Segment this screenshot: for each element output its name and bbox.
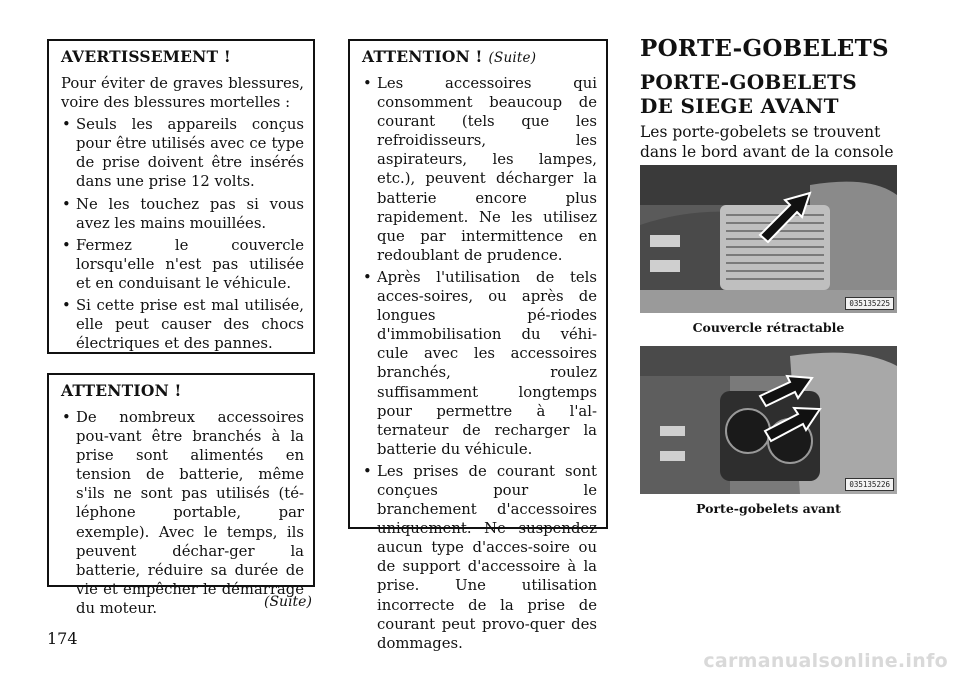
continued-label: (Suite): [264, 594, 312, 610]
console-photo-2: [640, 346, 897, 494]
figure-code: 035135225: [845, 297, 894, 310]
figure-code: 035135226: [845, 478, 894, 491]
caution-continued-box: [348, 39, 608, 652]
figure-front-cupholders: [640, 346, 897, 494]
warning-list: [61, 115, 304, 353]
warning-box: [47, 39, 315, 354]
figure-retractable-cover: [640, 165, 897, 313]
section-subheading: PORTE-GOBELETS DE SIEGE AVANT: [640, 70, 858, 118]
console-photo-1: [640, 165, 897, 313]
list-item: • Après l'utilisation de tels acces-soires, ou après de longues pé-riodes d'immobilisation du véhi-cule avec les accessoires branchés, roulez suffisamment longtemps pour permettre à l'al-ternateur de recharger la batterie du véhicule.: [362, 268, 597, 459]
list-item: • Seuls les appareils conçus pour être utilisés avec ce type de prise doivent être insérés dans une prise 12 volts.: [61, 115, 304, 191]
list-item: • Les prises de courant sont conçues pour le branchement d'accessoires uniquement. Ne suspendez aucun type d'acces-soire ou de support d'accessoire à la prise. Une utilisation incorrecte de la prise de courant peut provo-quer des dommages.: [362, 462, 597, 653]
caution-title: ATTENTION !: [61, 381, 182, 400]
caution-continued-heading: ATTENTION !: [362, 47, 483, 66]
section-body: Les porte-gobelets se trouvent dans le bord avant de la console: [640, 123, 894, 161]
list-item: • Les accessoires qui consomment beaucoup de courant (tels que les refroidisseurs, les aspirateurs, les lampes, etc.), peuvent décharger la batterie encore plus rapidement. Ne les utilisez que par intermittence en redoublant de prudence.: [362, 74, 597, 265]
list-item: • Fermez le couvercle lorsqu'elle n'est pas utilisée et en conduisant le véhicule.: [61, 236, 304, 293]
list-item: • De nombreux accessoires pou-vant être branchés à la prise sont alimentés en tension de batterie, même s'ils ne sont pas utilisés (té-léphone portable, par exemple). Avec le temps, ils peuvent déchar-ger la batterie, réduire sa durée de vie et empêcher le démarrage du moteur.: [61, 408, 304, 618]
watermark: carmanualsonline.info: [703, 650, 948, 672]
caution-continued-suite: (Suite): [488, 50, 537, 66]
list-item: • Ne les touchez pas si vous avez les mains mouillées.: [61, 195, 304, 233]
figure-caption: Porte-gobelets avant: [696, 501, 841, 516]
list-item: • Si cette prise est mal utilisée, elle peut causer des chocs électriques et des pannes.: [61, 296, 304, 353]
warning-title: AVERTISSEMENT !: [61, 47, 231, 66]
page-number: 174: [47, 629, 78, 648]
warning-intro: Pour éviter de graves blessures, voire des blessures mortelles :: [61, 75, 304, 112]
caution-list: [61, 408, 304, 618]
caution-continued-list: [362, 74, 597, 653]
caution-continued-title: [362, 47, 597, 66]
figure-caption: Couvercle rétractable: [692, 320, 845, 335]
section-heading: PORTE-GOBELETS: [640, 35, 889, 62]
